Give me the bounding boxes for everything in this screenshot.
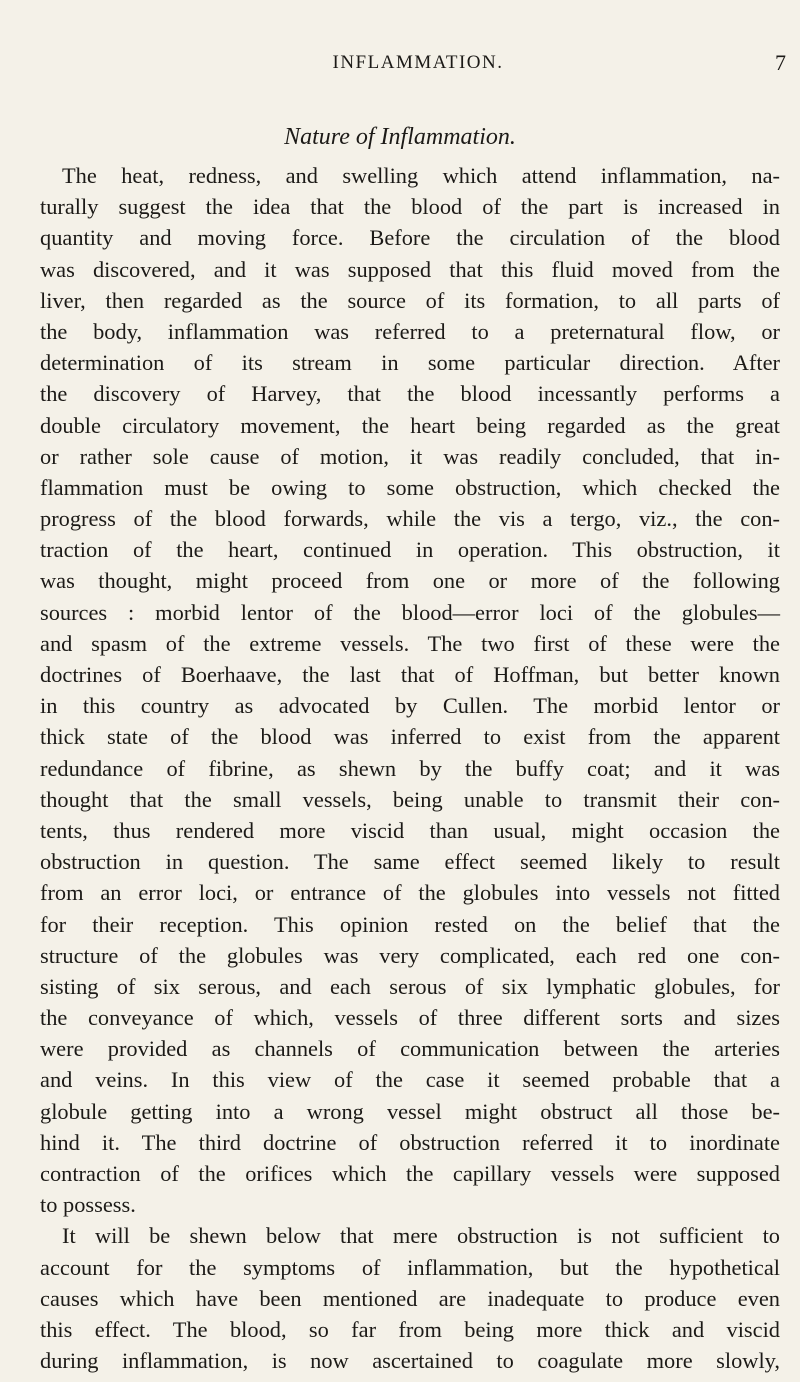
text-line: traction of the heart, continued in operation. This obstruction, it — [40, 537, 780, 563]
text-line: progress of the blood forwards, while the vis a tergo, viz., the con- — [40, 506, 780, 532]
section-title: Nature of Inflammation. — [284, 124, 516, 150]
text-line: during inflammation, is now ascertained to coagulate more slowly, — [40, 1348, 780, 1374]
text-line: obstruction in question. The same effect seemed likely to result — [40, 849, 780, 875]
text-line: determination of its stream in some particular direction. After — [40, 350, 780, 376]
text-line: contraction of the orifices which the capillary vessels were supposed — [40, 1161, 780, 1186]
text-line: sisting of six serous, and each serous of six lymphatic globules, for — [40, 973, 780, 999]
text-line: to possess. — [40, 1192, 136, 1218]
text-line: for their reception. This opinion rested on the belief that the — [40, 911, 780, 937]
text-line: The heat, redness, and swelling which attend inflammation, na- — [62, 163, 780, 188]
text-line: the discovery of Harvey, that the blood incessantly performs a — [40, 381, 780, 407]
text-line: causes which have been mentioned are inadequate to produce even — [40, 1285, 780, 1311]
text-line: in this country as advocated by Cullen. The morbid lentor or — [40, 693, 780, 719]
text-line: thought that the small vessels, being unable to transmit their con- — [40, 786, 780, 812]
text-line: double circulatory movement, the heart being regarded as the great — [40, 412, 780, 438]
text-line: redundance of fibrine, as shewn by the buffy coat; and it was — [40, 755, 780, 781]
text-line: and spasm of the extreme vessels. The two first of these were the — [40, 630, 780, 656]
text-line: thick state of the blood was inferred to exist from the apparent — [40, 724, 780, 750]
text-line: was thought, might proceed from one or more of the following — [40, 568, 780, 594]
text-line: doctrines of Boerhaave, the last that of Hoffman, but better known — [40, 662, 780, 687]
text-line: from an error loci, or entrance of the globules into vessels not fitted — [40, 880, 780, 906]
text-line: globule getting into a wrong vessel might obstruct all those be- — [40, 1098, 780, 1124]
page-number: 7 — [775, 50, 786, 75]
body-text — [40, 160, 780, 1376]
text-line: the conveyance of which, vessels of three different sorts and sizes — [40, 1005, 780, 1031]
text-line: the body, inflammation was referred to a preternatural flow, or — [40, 318, 780, 344]
text-line: or rather sole cause of motion, it was readily concluded, that in- — [40, 443, 780, 469]
text-line: sources : morbid lentor of the blood—error loci of the globules— — [40, 599, 780, 625]
text-line: structure of the globules was very complicated, each red one con- — [40, 942, 780, 968]
text-line: quantity and moving force. Before the circulation of the blood — [40, 225, 780, 251]
text-line: tents, thus rendered more viscid than usual, might occasion the — [40, 817, 780, 843]
text-line: account for the symptoms of inflammation, but the hypothetical — [40, 1254, 780, 1280]
text-line: this effect. The blood, so far from being more thick and viscid — [40, 1316, 780, 1342]
text-line: and veins. In this view of the case it seemed probable that a — [40, 1067, 780, 1093]
text-line: hind it. The third doctrine of obstruction referred it to inordinate — [40, 1129, 780, 1155]
running-head — [48, 52, 788, 82]
text-line: liver, then regarded as the source of its formation, to all parts of — [40, 287, 780, 313]
text-line: It will be shewn below that mere obstruction is not sufficient to — [62, 1223, 780, 1249]
text-line: were provided as channels of communication between the arteries — [40, 1036, 780, 1062]
text-line: flammation must be owing to some obstruction, which checked the — [40, 474, 780, 500]
text-line: was discovered, and it was supposed that this fluid moved from the — [40, 256, 780, 282]
text-line: turally suggest the idea that the blood of the part is increased in — [40, 194, 780, 220]
running-title: INFLAMMATION. — [332, 52, 504, 73]
